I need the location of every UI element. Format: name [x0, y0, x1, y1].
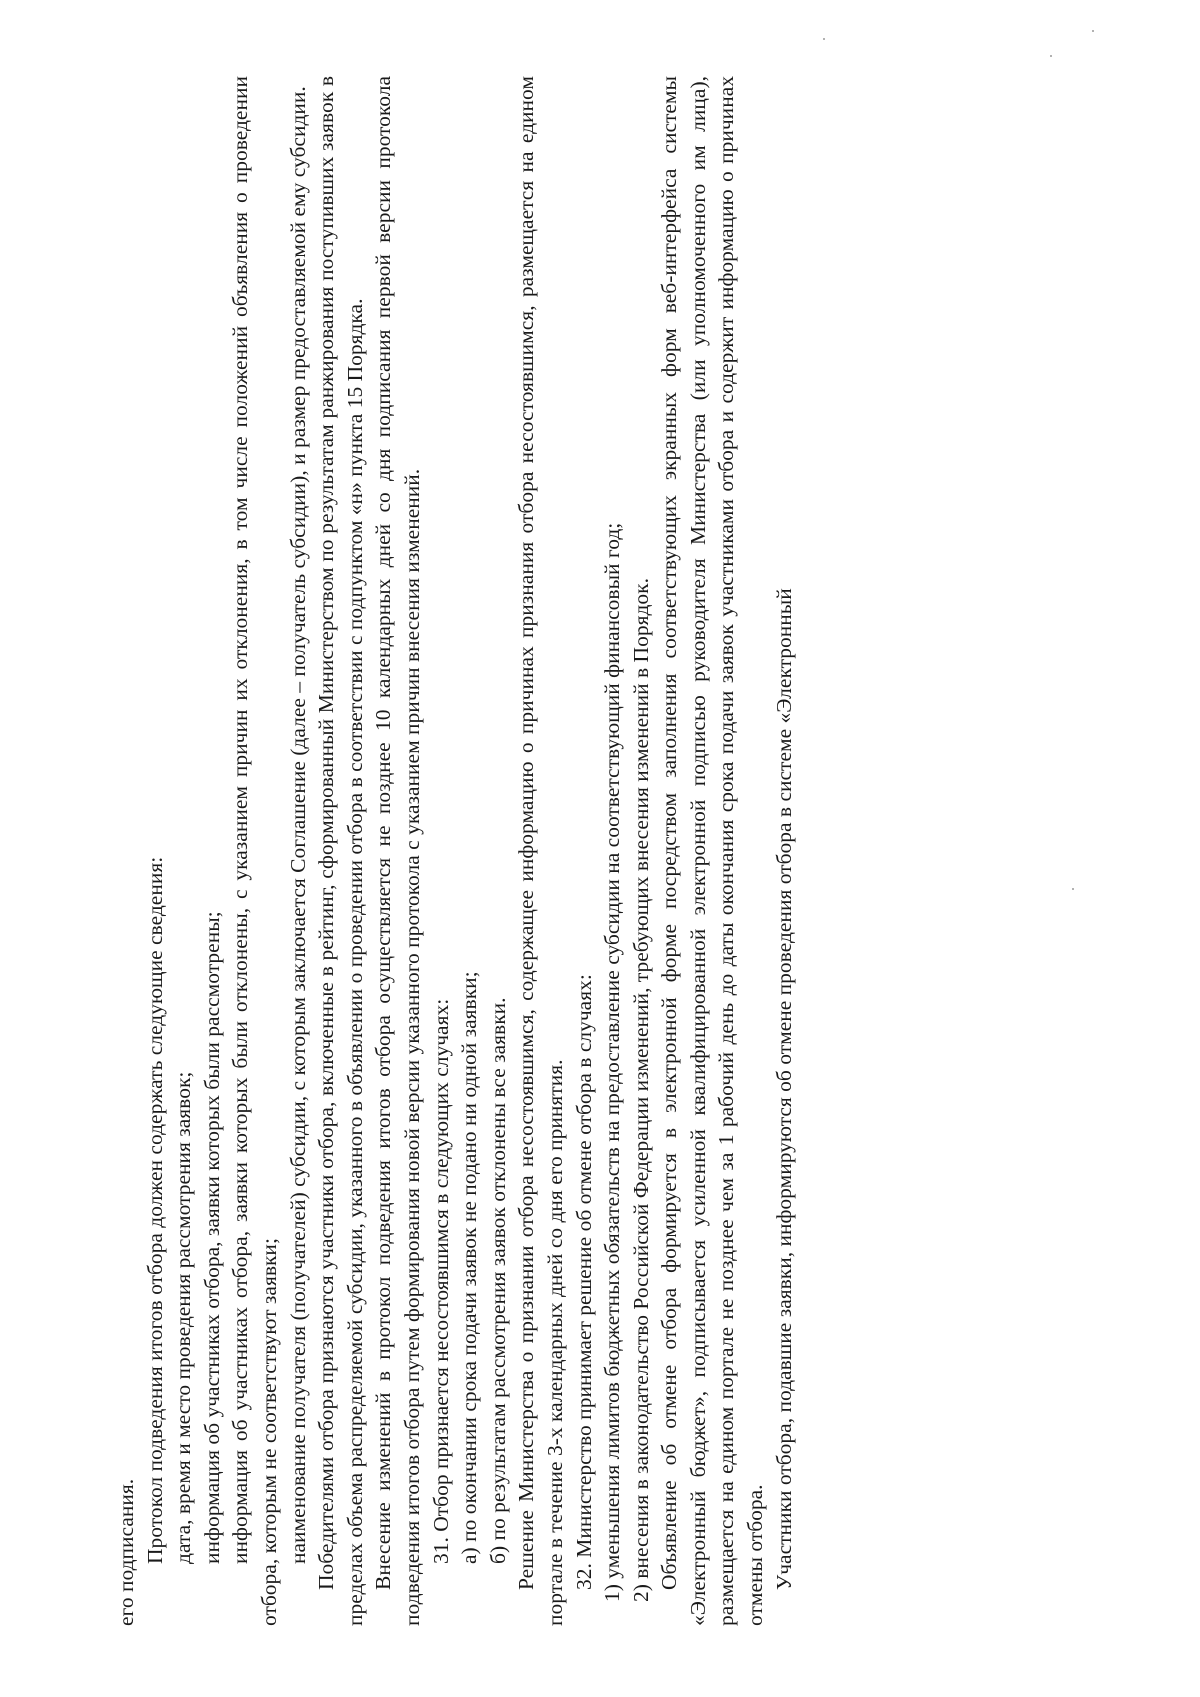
paragraph: 32. Министерство принимает решение об отмене отбора в случаях: [571, 974, 596, 1590]
paragraph: наименование получателя (получателей) субсидии, с которым заключается Соглашение (далее – получатель субсидии), и размер предоставляемой ему субсидии. [285, 86, 310, 1564]
paragraph: 31. Отбор признается несостоявшимся в следующих случаях: [428, 998, 453, 1564]
paragraph: 2) внесения в законодательство Российской Федерации изменений, требующих внесения изменений в Порядок. [628, 578, 653, 1602]
scan-speck [823, 38, 825, 40]
paragraph: Решение Министерства о признании отбора несостоявшимся, содержащее информацию о причинах признания отбора несостоявшимся, размещается на едином портале в течение 3-х календарных дней со дня его принятия. [514, 76, 567, 1626]
paragraph: Объявление об отмене отбора формируется в электронной форме посредством заполнения соответствующих экранных форм веб-интерфейса системы «Электронный бюджет», подписывается усиленной квалифицированной электронной подписью руководителя Министерства (или уполномоченного им лица), размещается на едином портале не позднее чем за 1 рабочий день до даты окончания срока подачи заявок участниками отбора и содержит информацию о причинах отмены отбора. [657, 76, 768, 1626]
paragraph: Победителями отбора признаются участники отбора, включенные в рейтинг, сформированный Министерством по результатам ранжирования поступивших заявок в пределах объема распределяемой субсидии, указанного в объявлении о проведении отбора в соответствии с подпунктом «н» пункта 15 Порядка. [314, 76, 367, 1626]
document-body [112, 76, 1122, 1626]
paragraph: 1) уменьшения лимитов бюджетных обязательств на предоставление субсидии на соответствующий финансовый год; [600, 522, 625, 1602]
paragraph: а) по окончании срока подачи заявок не подано ни одной заявки; [457, 971, 482, 1564]
paragraph: информация об участниках отбора, заявки которых были отклонены, с указанием причин их отклонения, в том числе положений объявления о проведении отбора, которым не соответствуют заявки; [228, 76, 281, 1626]
paragraph: его подписания. [114, 1478, 138, 1626]
paragraph: б) по результатам рассмотрения заявок отклонены все заявки. [485, 997, 510, 1564]
scan-speck [1050, 55, 1052, 57]
paragraph: дата, время и место проведения рассмотрения заявок; [171, 1071, 196, 1564]
paragraph: Участники отбора, подавшие заявки, информируются об отмене проведения отбора в системе «Электронный [771, 588, 796, 1590]
scan-speck [1092, 30, 1094, 32]
paragraph: Протокол подведения итогов отбора должен содержать следующие сведения: [142, 856, 167, 1564]
paragraph: информация об участниках отбора, заявки которых были рассмотрены; [199, 911, 224, 1564]
paragraph: Внесение изменений в протокол подведения итогов отбора осуществляется не позднее 10 календарных дней со дня подписания первой версии протокола подведения итогов отбора путем формирования новой версии указанного протокола с указанием причин внесения изменений. [371, 76, 424, 1626]
